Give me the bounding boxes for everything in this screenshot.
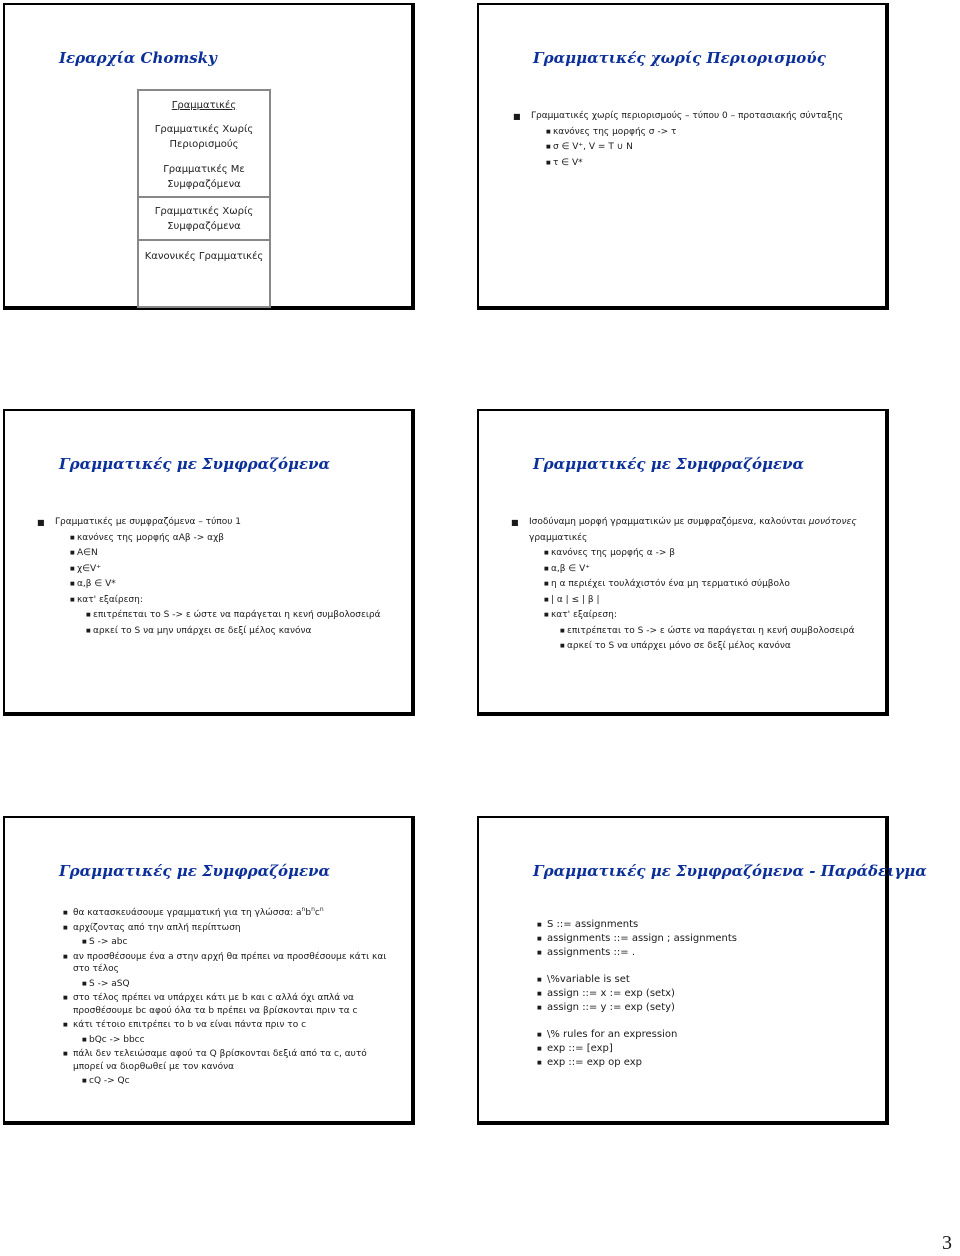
hierarchy-label: Κανονικές Γραμματικές [144,251,264,262]
bullet-icon: ■ [546,159,551,166]
list-item: ■ assign ::= y := exp (sety) [537,1002,675,1013]
list-item: ■ assign ::= x := exp (setx) [537,988,675,999]
slide-content [529,918,875,1070]
bullet-icon: ■ [537,991,542,997]
bullet-icon: ■ [544,550,549,556]
bullet-icon: ■ [537,1046,542,1052]
bullet-icon: ■ [63,1022,68,1028]
bullet-icon: ■ [544,565,549,572]
slide-context-sensitive-2 [477,409,889,716]
bullet-icon: ■ [537,936,542,942]
bullet-icon: ■ [86,627,91,634]
bullet-icon: ■ [537,922,542,928]
list-item: ■ χ∈V⁺ [37,562,401,578]
bullet-icon: ■ [70,534,75,541]
list-item: ■ | α | ≤ | β | [511,593,875,609]
bullet-icon: ■ [86,612,91,618]
slide-title: Γραμματικές χωρίς Περιορισμούς [533,49,826,67]
list-item: ■ πάλι δεν τελειώσαμε αφού τα Q βρίσκονται δεξιά από τα c, αυτό μπορεί να διορθωθεί με τον κανόνα [63,1049,367,1072]
slide-title: Γραμματικές με Συμφραζόμενα [59,455,331,473]
list-item: ■ σ ∈ V⁺, V = T ∪ N [513,140,875,156]
list-item: ■ \% rules for an expression [537,1029,678,1040]
slide-title: Γραμματικές με Συμφραζόμενα - Παράδειγμα [533,862,927,880]
bullet-icon: ■ [544,596,549,603]
bullet-icon: ■ [70,565,75,572]
list-item: ■ Γραμματικές χωρίς περιορισμούς – τύπου 0 – προτασιακής σύνταξης [513,109,875,125]
bullet-icon: ■ [70,581,75,587]
list-item: ■ θα κατασκευάσουμε γραμματική για τη γλώσσα: $a^nb^nc^n$ [63,906,324,918]
spacer [529,1015,875,1028]
bullet-icon: ■ [560,643,565,649]
bullet-icon: ■ [537,950,542,956]
list-item: ■ κάτι τέτοιο επιτρέπει το b να είναι πάντα πριν το c [63,1020,307,1030]
bullet-icon: ■ [63,924,68,931]
bullet-icon: ■ [544,612,549,618]
slide-context-sensitive-example [477,816,927,1125]
bullet-icon: ■ [70,596,75,603]
spacer [529,960,875,973]
list-item: ■ Α∈Ν [37,546,401,562]
slide-chomsky-hierarchy [3,3,415,310]
list-item: ■ S -> abc [82,937,128,947]
bullet-icon: ■ [82,1036,87,1043]
bullet-icon: ■ [546,128,551,135]
list-item: ■ assignments ::= assign ; assignments [537,933,737,944]
hierarchy-label: Γραμματικές Χωρίς Συμφραζόμενα [154,206,254,232]
hierarchy-label: Γραμματικές Με Συμφραζόμενα [163,164,245,190]
list-item: ■ κανόνες της μορφής α -> β [511,546,875,562]
list-item: ■ cQ -> Qc [82,1076,130,1086]
slide-context-sensitive-1 [3,409,415,716]
slide-content [513,109,875,171]
hierarchy-label: Γραμματικές Χωρίς Περιορισμούς [154,124,254,150]
hierarchy-label: Γραμματικές [171,100,237,111]
slide-context-sensitive-3 [3,816,415,1125]
list-item: ■ στο τέλος πρέπει να υπάρχει κάτι με b και c αλλά όχι απλά να προσθέσουμε bc αφού όλα τα b πρέπει να βρίσκονται πριν τα c [63,993,358,1016]
bullet-icon: ■ [537,977,542,983]
hierarchy-box-regular [137,239,271,308]
bullet-icon: ■ [63,995,68,1001]
list-item: ■ \%variable is set [537,974,630,985]
slide-content [511,515,875,655]
slide-title: Γραμματικές με Συμφραζόμενα [533,455,805,473]
list-item: ■ κανόνες της μορφής αΑβ -> αχβ [37,531,401,547]
list-item: ■ επιτρέπεται το S -> ε ώστε να παράγεται η κενή συμβολοσειρά [37,608,401,624]
list-item: ■ Ισοδύναμη μορφή γραμματικών με συμφραζόμενα, καλούνται μονότονες [511,515,875,531]
bullet-icon: ■ [560,627,565,634]
slide-content [33,907,389,1090]
list-item: ■ η α περιέχει τουλάχιστόν ένα μη τερματικό σύμβολο [511,577,875,593]
list-item: ■ αρχίζοντας από την απλή περίπτωση [63,922,241,933]
list-item: ■ αρκεί το S να μην υπάρχει σε δεξί μέλος κανόνα [37,624,401,640]
list-item: ■ κατ' εξαίρεση: [37,593,401,609]
bullet-icon: ■ [82,980,87,987]
list-item: ■ κανόνες της μορφής σ -> τ [513,125,875,141]
bullet-icon: ■ [537,1060,542,1066]
list-item-continuation: γραμματικές [529,532,588,543]
bullet-icon: ■ [82,1078,87,1084]
bullet-icon: ■ [513,112,521,121]
bullet-icon: ■ [37,518,45,527]
bullet-icon: ■ [70,550,75,556]
page-number: 3 [942,1232,952,1254]
list-item: ■ S ::= assignments [537,919,639,930]
list-item: ■ αρκεί το S να υπάρχει μόνο σε δεξί μέλος κανόνα [511,639,875,655]
list-item: ■ α,β ∈ V⁺ [511,562,875,578]
bullet-icon: ■ [544,581,549,587]
bullet-icon: ■ [63,910,68,916]
list-item: ■ τ ∈ V* [513,156,875,172]
list-item: ■ exp ::= [exp] [537,1043,613,1054]
bullet-icon: ■ [63,1051,68,1057]
list-item: ■ S -> aSQ [82,978,130,989]
list-item: ■ Γραμματικές με συμφραζόμενα – τύπου 1 [37,515,401,531]
list-item: ■ bQc -> bbcc [82,1034,145,1045]
bullet-icon: ■ [546,144,551,150]
bullet-icon: ■ [63,953,68,960]
list-item: ■ α,β ∈ V* [37,577,401,593]
list-item: ■ κατ' εξαίρεση: [511,608,875,624]
slide-unrestricted-grammars [477,3,889,310]
slide-content [37,515,401,639]
list-item: ■ exp ::= exp op exp [537,1057,643,1068]
list-item: ■ επιτρέπεται το S -> ε ώστε να παράγεται η κενή συμβολοσειρά [511,624,875,640]
bullet-icon: ■ [537,1032,542,1038]
slide-title: Γραμματικές με Συμφραζόμενα [59,862,331,880]
list-item: ■ assignments ::= . [537,947,636,958]
bullet-icon: ■ [82,939,87,945]
slide-title: Ιεραρχία Chomsky [59,49,217,67]
bullet-icon: ■ [511,518,519,527]
list-item: ■ αν προσθέσουμε ένα a στην αρχή θα πρέπει να προσθέσουμε κάτι και στο τέλος [63,951,387,974]
bullet-icon: ■ [537,1005,542,1011]
